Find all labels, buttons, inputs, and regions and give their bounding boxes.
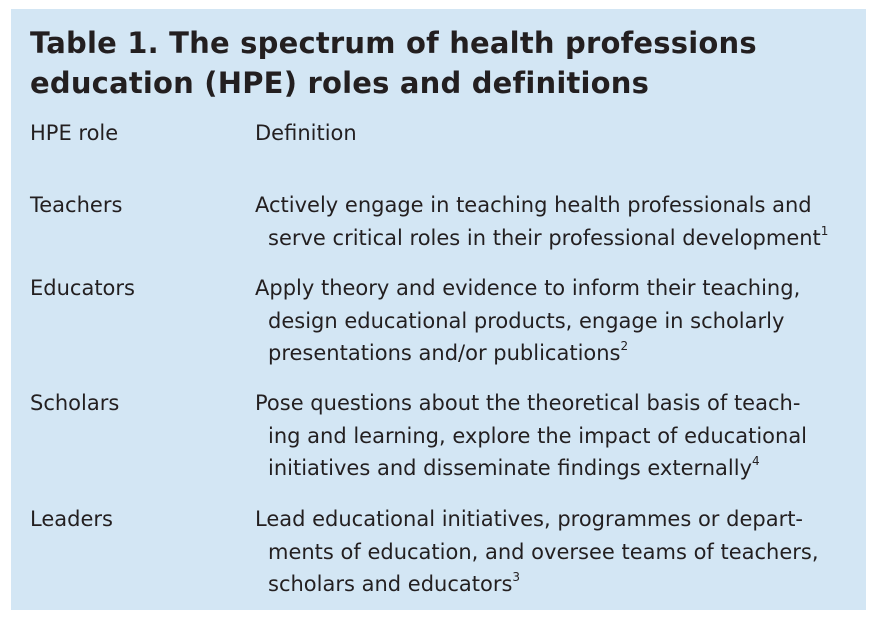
table-title <box>30 23 850 103</box>
definition-line <box>255 222 855 255</box>
role-teachers: Teachers <box>30 193 123 217</box>
definition-teachers <box>255 189 855 254</box>
definition-line <box>255 568 855 601</box>
definition-line-text: serve critical roles in their professional development <box>268 225 821 250</box>
reference-superscript: 1 <box>820 223 829 238</box>
table-title-line-2: education (HPE) roles and definitions <box>30 66 650 100</box>
reference-superscript: 4 <box>752 454 760 468</box>
role-educators: Educators <box>30 276 135 300</box>
reference-superscript: 2 <box>620 339 629 353</box>
definition-line-text: presentations and/or publications <box>268 341 621 365</box>
definition-line: Lead educational initiatives, programmes or depart- <box>255 507 804 531</box>
column-header-definition: Definition <box>255 121 357 145</box>
reference-superscript: 3 <box>512 570 521 584</box>
table-panel <box>11 9 866 610</box>
table-title-line-1: Table 1. The spectrum of health professions <box>30 26 757 60</box>
definition-scholars <box>255 387 855 485</box>
definition-educators <box>255 272 855 370</box>
definition-line: Pose questions about the theoretical basis of teach- <box>255 391 801 415</box>
definition-line: design educational products, engage in scholarly <box>268 308 785 333</box>
role-leaders: Leaders <box>30 507 113 531</box>
definition-line: ments of education, and oversee teams of teachers, <box>268 539 819 564</box>
definition-line <box>255 337 855 370</box>
definition-line: Actively engage in teaching health professionals and <box>255 193 812 217</box>
definition-line: Apply theory and evidence to inform their teaching, <box>255 276 801 300</box>
definition-line-text: scholars and educators <box>268 572 513 596</box>
definition-line-text: initiatives and disseminate findings externally <box>268 456 753 480</box>
definition-line: ing and learning, explore the impact of educational <box>268 423 808 448</box>
definition-line <box>255 452 855 485</box>
column-header-role: HPE role <box>30 121 119 145</box>
definition-leaders <box>255 503 855 601</box>
role-scholars: Scholars <box>30 391 120 415</box>
